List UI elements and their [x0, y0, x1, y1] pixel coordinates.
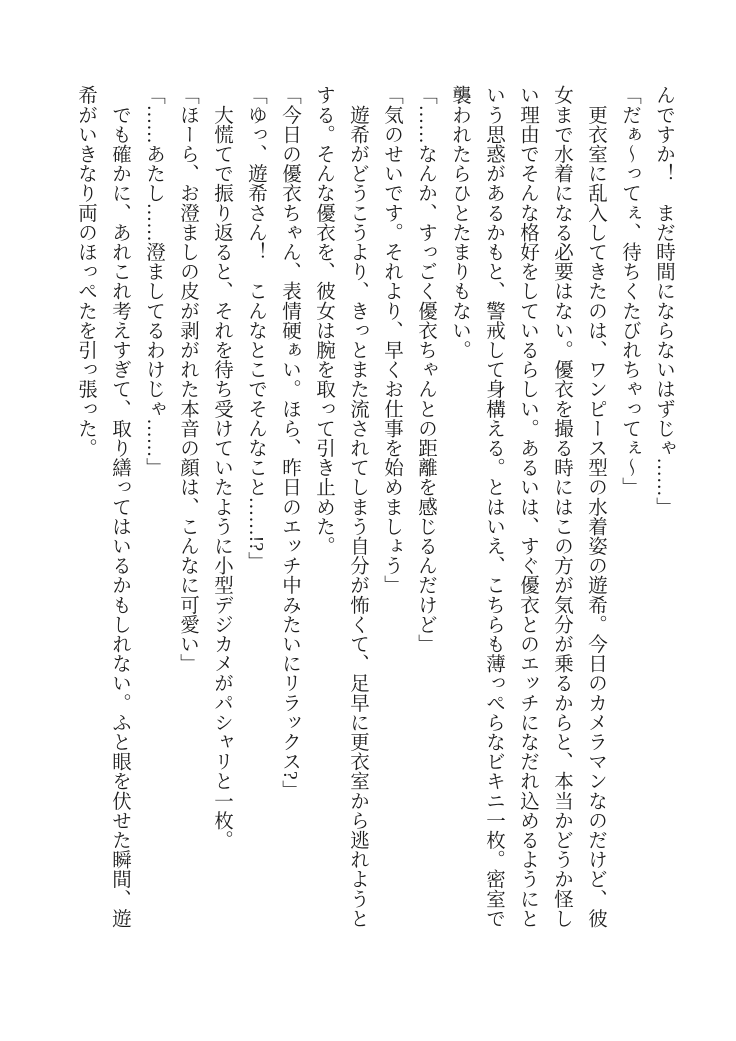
dialogue-line: 「ゆっ、遊希さん！ こんなとこでそんなこと……!?」	[245, 85, 266, 571]
narration-paragraph: 大慌てで振り返ると、それを待ち受けていたように小型デジカメがパシャリと一枚。	[211, 85, 232, 850]
dialogue-line: 「ほーら、お澄ましの皮が剥がれた本音の顔は、こんなに可愛い」	[177, 85, 198, 673]
dialogue-line: 「気のせいです。それより、早くお仕事を始めましょう」	[381, 85, 402, 595]
dialogue-line: 「今日の優衣ちゃん、表情硬ぁい。ほら、昨日のエッチ中みたいにリラックス?」	[279, 85, 300, 800]
vertical-text-block	[68, 85, 680, 945]
narration-paragraph: 遊希がどうこうより、きっとまた流されてしまう自分が怖くて、足早に更衣室から逃れようとする。そんな優衣を、彼女は腕を取って引き止めた。	[313, 85, 368, 928]
dialogue-line: 「……なんか、すっごく優衣ちゃんとの距離を感じるんだけど」	[415, 85, 436, 654]
narration-paragraph: でも確かに、あれこれ考えすぎて、取り繕ってはいるかもしれない。ふと眼を伏せた瞬間、遊希がいきなり両のほっぺたを引っ張った。	[75, 85, 130, 928]
dialogue-line: 「だぁ〜ってぇ、待ちくたびれちゃってぇ〜」	[619, 85, 640, 497]
dialogue-line-continued: んですか！ まだ時間にならないはずじゃ……」	[653, 85, 674, 517]
dialogue-line: 「……あたし……澄ましてるわけじゃ……」	[143, 85, 164, 477]
narration-paragraph: 更衣室に乱入してきたのは、ワンピース型の水着姿の遊希。今日のカメラマンなのだけど、彼女まで水着になる必要はない。優衣を撮る時にはこの方が気分が乗るからと、本当かどうか怪しい理由でそんな格好をしているらしい。あるいは、すぐ優衣とのエッチになだれ込めるようにという思惑があるかもと、警戒して身構える。とはいえ、こちらも薄っぺらなビキニ一枚。密室で襲われたらひとたまりもない。	[449, 85, 606, 928]
